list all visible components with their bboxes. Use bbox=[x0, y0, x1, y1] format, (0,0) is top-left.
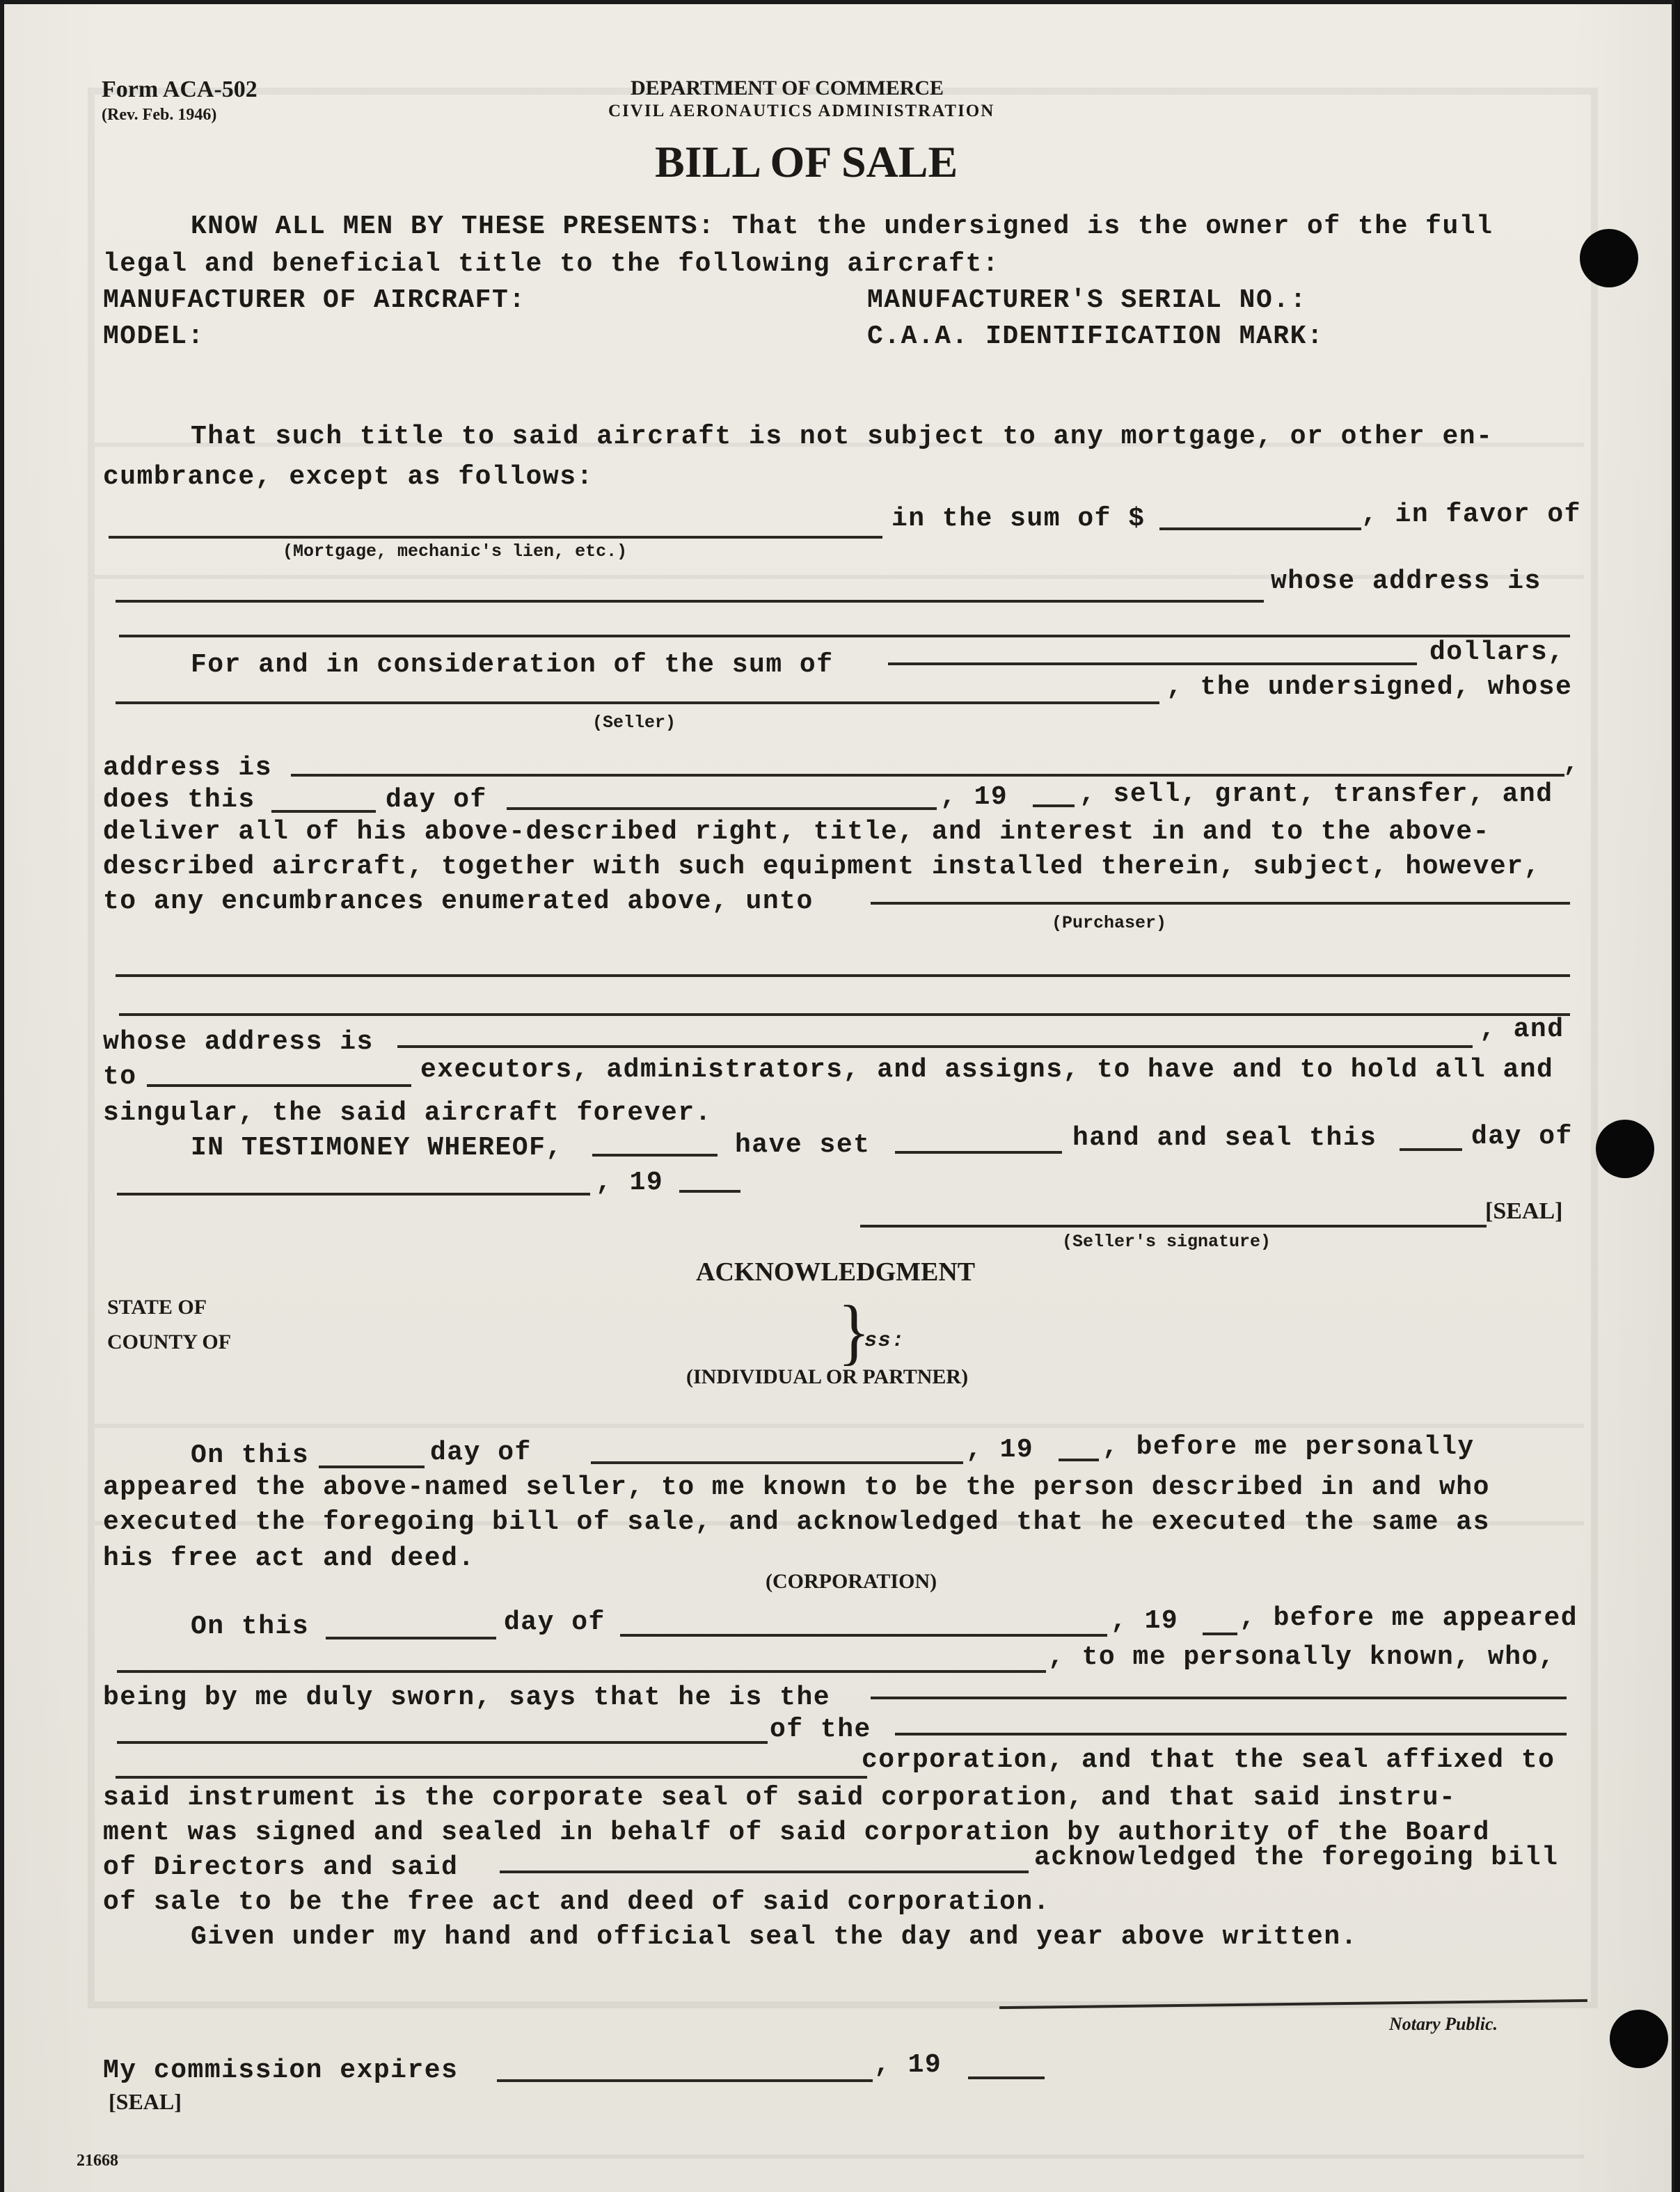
deliver-line: deliver all of his above-described right, title, and interest in and to the above- bbox=[103, 817, 1490, 847]
scan-edge-right bbox=[1674, 0, 1680, 2192]
corp-officer-title-field[interactable] bbox=[871, 1697, 1567, 1699]
manufacturer-label: MANUFACTURER OF AIRCRAFT: bbox=[103, 285, 526, 315]
seller-signature-caption: (Seller's signature) bbox=[1062, 1232, 1271, 1252]
seller-name-field[interactable] bbox=[116, 701, 1159, 704]
corp-year-prefix: , 19 bbox=[1111, 1606, 1179, 1636]
executors-line: executors, administrators, and assigns, to have and to hold all and bbox=[420, 1055, 1554, 1085]
ind-on-this-label: On this bbox=[191, 1440, 310, 1470]
ind-line-2: appeared the above-named seller, to me known to be the person described in and who bbox=[103, 1472, 1490, 1502]
preamble-line-1: KNOW ALL MEN BY THESE PRESENTS: That the undersigned is the owner of the full bbox=[191, 212, 1493, 241]
consideration-label: For and in consideration of the sum of bbox=[191, 650, 834, 680]
to-label: to bbox=[103, 1062, 137, 1092]
have-set-label: have set bbox=[735, 1130, 871, 1160]
corp-day-of-label: day of bbox=[504, 1607, 605, 1637]
model-label: MODEL: bbox=[103, 321, 205, 351]
serial-number-field[interactable] bbox=[1313, 285, 1563, 313]
corp-name-line-2[interactable] bbox=[116, 1776, 867, 1779]
notary-public-caption: Notary Public. bbox=[1389, 2014, 1498, 2034]
page-title: BILL OF SALE bbox=[655, 137, 958, 186]
ind-day-of-label: day of bbox=[430, 1438, 532, 1468]
seller-signature-field[interactable] bbox=[860, 1225, 1487, 1228]
form-revision: (Rev. Feb. 1946) bbox=[102, 106, 217, 124]
corp-officer-title-line-2[interactable] bbox=[117, 1741, 768, 1744]
individual-caption: (INDIVIDUAL OR PARTNER) bbox=[686, 1365, 969, 1388]
encumbrance-sum-field[interactable] bbox=[1159, 527, 1361, 530]
sum-label: in the sum of $ bbox=[891, 504, 1146, 534]
sale-day-field[interactable] bbox=[271, 810, 376, 813]
seller-address-label: address is bbox=[103, 753, 273, 783]
corp-corporation-label: corporation, and that the seal affixed to bbox=[862, 1745, 1555, 1775]
corp-officer-name-field[interactable] bbox=[117, 1670, 1046, 1673]
day-of-label: day of bbox=[386, 785, 487, 815]
document-page bbox=[4, 4, 1672, 2192]
department-name: DEPARTMENT OF COMMERCE bbox=[631, 77, 944, 100]
encumbrance-holder-field[interactable] bbox=[116, 600, 1264, 603]
show-through-rule bbox=[95, 2154, 1584, 2159]
caa-mark-label: C.A.A. IDENTIFICATION MARK: bbox=[867, 321, 1324, 351]
ind-day-field[interactable] bbox=[319, 1466, 425, 1468]
seller-caption: (Seller) bbox=[592, 713, 676, 733]
testimony-month-field[interactable] bbox=[117, 1193, 590, 1196]
preamble-line-2: legal and beneficial title to the following aircraft: bbox=[103, 249, 1000, 279]
manufacturer-field[interactable] bbox=[547, 285, 825, 313]
seller-seal-label: [SEAL] bbox=[1485, 1198, 1563, 1224]
testimony-day-of-label: day of bbox=[1471, 1122, 1573, 1152]
corp-acknowledged-label: acknowledged the foregoing bill bbox=[1034, 1843, 1559, 1873]
does-this-label: does this bbox=[103, 785, 255, 815]
form-number: Form ACA-502 bbox=[102, 77, 257, 102]
sale-month-field[interactable] bbox=[507, 807, 937, 810]
described-line: described aircraft, together with such equipment installed therein, subject, however, bbox=[103, 852, 1541, 882]
corp-directors-label: of Directors and said bbox=[103, 1852, 459, 1882]
corp-sworn-label: being by me duly sworn, says that he is the bbox=[103, 1683, 831, 1713]
ind-line-4: his free act and deed. bbox=[103, 1543, 475, 1573]
heirs-field[interactable] bbox=[147, 1084, 411, 1087]
punch-hole-bottom bbox=[1610, 2010, 1668, 2068]
encumbrance-line-1: That such title to said aircraft is not subject to any mortgage, or other en- bbox=[191, 422, 1493, 452]
notary-signature-field[interactable] bbox=[999, 1999, 1587, 2009]
testimony-day-field[interactable] bbox=[1400, 1148, 1462, 1151]
acknowledgment-title: ACKNOWLEDGMENT bbox=[696, 1257, 976, 1287]
unto-line: to any encumbrances enumerated above, unto bbox=[103, 887, 814, 916]
commission-year-prefix: , 19 bbox=[874, 2050, 942, 2080]
corp-year-field[interactable] bbox=[1203, 1633, 1237, 1635]
encumbrance-type-field[interactable] bbox=[109, 536, 882, 539]
purchaser-address-field[interactable] bbox=[397, 1045, 1473, 1048]
ss-brace: } bbox=[838, 1290, 871, 1373]
encumbrance-line-2: cumbrance, except as follows: bbox=[103, 462, 594, 492]
punch-hole-top bbox=[1580, 229, 1638, 287]
hand-seal-label: hand and seal this bbox=[1072, 1123, 1377, 1153]
corp-before-label: , before me appeared bbox=[1239, 1603, 1578, 1633]
purchaser-name-field[interactable] bbox=[871, 902, 1570, 905]
form-footer-code: 21668 bbox=[77, 2152, 118, 2170]
corp-of-the-label: of the bbox=[770, 1715, 871, 1745]
commission-year-field[interactable] bbox=[968, 2076, 1045, 2079]
model-field[interactable] bbox=[227, 321, 825, 349]
in-favor-label: , in favor of bbox=[1361, 500, 1581, 530]
punch-hole-middle bbox=[1596, 1120, 1654, 1178]
corp-month-field[interactable] bbox=[620, 1634, 1107, 1637]
given-under-line: Given under my hand and official seal the day and year above written. bbox=[191, 1922, 1358, 1952]
and-label: , and bbox=[1480, 1015, 1564, 1045]
forever-line: singular, the said aircraft forever. bbox=[103, 1098, 712, 1128]
undersigned-label: , the undersigned, whose bbox=[1166, 672, 1573, 702]
purchaser-caption: (Purchaser) bbox=[1052, 913, 1167, 933]
corp-signed-line: ment was signed and sealed in behalf of said corporation by authority of the Board bbox=[103, 1818, 1490, 1848]
testimony-year-prefix: , 19 bbox=[596, 1168, 664, 1198]
corp-name-field[interactable] bbox=[895, 1733, 1567, 1736]
commission-date-field[interactable] bbox=[497, 2079, 873, 2082]
testimony-label: IN TESTIMONEY WHEREOF, bbox=[191, 1133, 563, 1163]
corp-officer-ack-field[interactable] bbox=[500, 1871, 1029, 1873]
corp-day-field[interactable] bbox=[326, 1637, 496, 1639]
dollars-label: dollars, bbox=[1429, 637, 1565, 667]
corp-known-label: , to me personally known, who, bbox=[1048, 1642, 1556, 1672]
holder-address-label: whose address is bbox=[1271, 566, 1542, 596]
ind-month-field[interactable] bbox=[591, 1461, 963, 1464]
consideration-sum-field[interactable] bbox=[888, 662, 1417, 665]
ind-before-label: , before me personally bbox=[1102, 1432, 1475, 1462]
purchaser-name-line-3[interactable] bbox=[119, 1013, 1570, 1016]
seller-address-field[interactable] bbox=[291, 774, 1564, 777]
corp-instrument-line: said instrument is the corporate seal of said corporation, and that said instru- bbox=[103, 1783, 1457, 1813]
comma: , bbox=[1563, 749, 1580, 779]
testimony-year-field[interactable] bbox=[679, 1190, 740, 1193]
show-through-rule bbox=[95, 1424, 1584, 1428]
corporation-caption: (CORPORATION) bbox=[766, 1570, 937, 1593]
commission-label: My commission expires bbox=[103, 2056, 459, 2086]
state-label: STATE OF bbox=[107, 1296, 207, 1319]
sale-year-field[interactable] bbox=[1033, 804, 1075, 807]
agency-name: CIVIL AERONAUTICS ADMINISTRATION bbox=[608, 102, 995, 120]
ind-year-prefix: , 19 bbox=[966, 1435, 1034, 1465]
corp-on-this-label: On this bbox=[191, 1612, 310, 1642]
testimony-party-field[interactable] bbox=[592, 1154, 718, 1157]
ind-year-field[interactable] bbox=[1059, 1459, 1099, 1461]
encumbrance-type-caption: (Mortgage, mechanic's lien, etc.) bbox=[283, 541, 628, 562]
sell-grant-label: , sell, grant, transfer, and bbox=[1079, 779, 1553, 809]
purchaser-address-label: whose address is bbox=[103, 1027, 374, 1057]
corp-free-act-line: of sale to be the free act and deed of said corporation. bbox=[103, 1887, 1051, 1917]
purchaser-name-line-2[interactable] bbox=[116, 974, 1570, 977]
sale-year-prefix: , 19 bbox=[940, 782, 1008, 812]
serial-number-label: MANUFACTURER'S SERIAL NO.: bbox=[867, 285, 1307, 315]
testimony-hand-field[interactable] bbox=[895, 1151, 1062, 1154]
encumbrance-address-field[interactable] bbox=[119, 635, 1570, 637]
ind-line-3: executed the foregoing bill of sale, and acknowledged that he executed the same as bbox=[103, 1507, 1490, 1537]
caa-mark-field[interactable] bbox=[1340, 321, 1563, 349]
ss-label: ss: bbox=[864, 1329, 905, 1353]
county-label: COUNTY OF bbox=[107, 1331, 232, 1353]
notary-seal-label: [SEAL] bbox=[109, 2089, 182, 2114]
